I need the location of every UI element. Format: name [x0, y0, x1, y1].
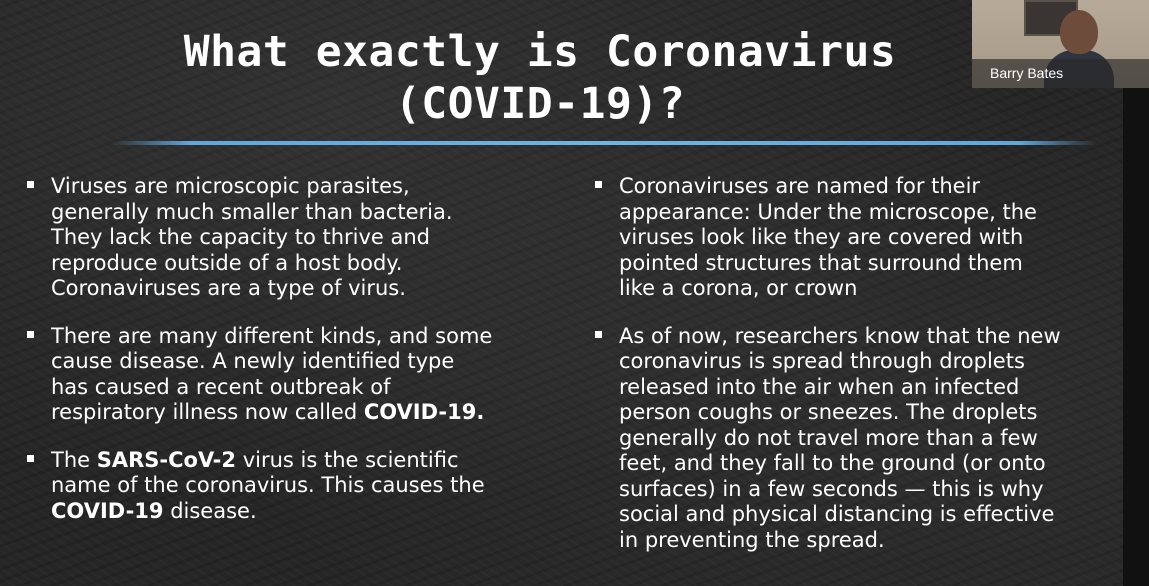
bullet-item: [24, 174, 494, 302]
bullet-text: disease.: [163, 498, 257, 523]
bullet-bold-text: COVID-19: [51, 498, 164, 523]
bullet-item: [24, 448, 494, 525]
bullet-text: There are many different kinds, and some cause disease. A newly identified type has caused a recent outbreak of respiratory illness now called: [51, 323, 493, 424]
bullet-text: As of now, researchers know that the new coronavirus is spread through droplets released into the air when an infected person coughs or sneezes. The droplets generally do not travel more than a few feet, and they fall to the ground (or onto surfaces) in a few seconds — this is why social and physical distancing is effective in preventing the spread.: [619, 323, 1061, 552]
title-underline: [112, 141, 1097, 145]
bullet-marker-icon: [27, 181, 34, 188]
bullet-text: Coronaviruses are named for their appearance: Under the microscope, the viruses look like they are covered with pointed structures that surround them like a corona, or crown: [619, 174, 1037, 300]
participant-head: [1060, 10, 1098, 54]
bullet-bold-text: SARS-CoV-2: [96, 447, 237, 472]
bullet-marker-icon: [27, 331, 34, 338]
bullet-text: Viruses are microscopic parasites, generally much smaller than bacteria. They lack the capacity to thrive and reproduce outside of a host body. Coronaviruses are a type of virus.: [51, 174, 453, 300]
bullet-marker-icon: [595, 181, 602, 188]
bullet-bold-text: COVID-19.: [363, 400, 485, 424]
left-bullet-column: [24, 174, 494, 546]
participant-name-label: Barry Bates: [972, 59, 1149, 88]
bullet-text: The: [51, 447, 97, 472]
participant-video-tile[interactable]: [972, 0, 1149, 88]
screen-share-edge: [1123, 88, 1149, 586]
bullet-marker-icon: [27, 455, 34, 462]
bullet-item: [24, 324, 494, 426]
bullet-text: virus is the scientific name of the coronavirus. This causes the: [51, 447, 485, 497]
right-bullet-column: [592, 174, 1062, 575]
slide-title: What exactly is Coronavirus (COVID-19)?: [183, 27, 897, 129]
bullet-item: [592, 324, 1062, 554]
bullet-item: [592, 174, 1062, 302]
bullet-marker-icon: [595, 331, 602, 338]
